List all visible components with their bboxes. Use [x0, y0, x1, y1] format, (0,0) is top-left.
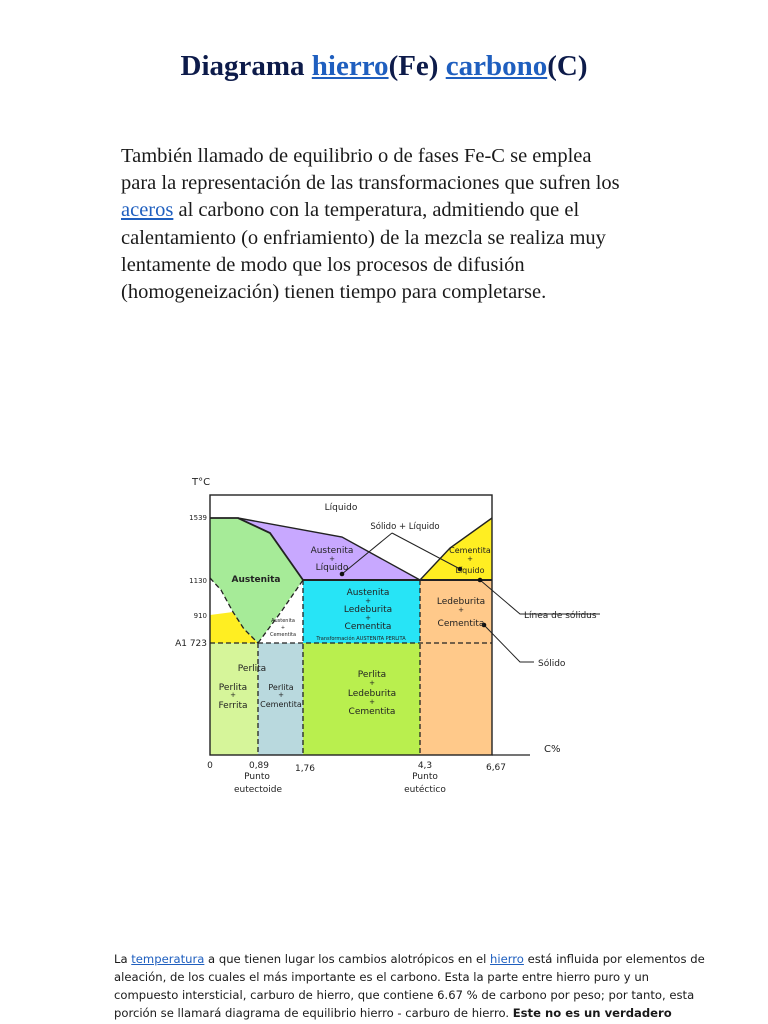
region-label: + — [230, 691, 236, 699]
region-label: Líquido — [315, 563, 349, 573]
region-perlita-ledeburita — [303, 643, 420, 755]
region-label: Austenita — [310, 546, 354, 556]
x-tick-label: 6,67 — [485, 763, 507, 773]
x-tick-label: 0,89 — [248, 761, 270, 771]
region-label: Austenita — [231, 575, 281, 585]
region-label: + — [365, 597, 371, 605]
region-label: Perlita — [268, 683, 294, 692]
region-perlita-ferrita — [210, 643, 258, 755]
x-tick-label: 4,3 — [417, 761, 433, 771]
region-label: + — [278, 691, 284, 699]
region-label: Austenita — [271, 618, 295, 624]
region-label: Cementita — [344, 622, 392, 632]
region-label: Cementita — [437, 619, 485, 629]
y-tick-label: 1539 — [189, 514, 207, 522]
x-tick-label: 0 — [207, 761, 213, 771]
x-axis-label: C% — [544, 744, 561, 755]
y-axis-label: T°C — [192, 477, 211, 488]
region-label: Cementita — [449, 546, 491, 555]
intro-paragraph: También llamado de equilibrio o de fases Fe-C se emplea para la representación de las transformaciones que sufren los aceros al carbono con la temperatura, admitiendo que el calentamiento (o enfriamiento) de la mezcla se realiza muy lentamente de modo que los procesos de difusión (homogeneización) tienen tiempo para completarse. — [121, 145, 620, 304]
region-perlita-cementita — [258, 643, 303, 755]
y-tick-label: A1 723 — [175, 639, 207, 649]
region-label: + — [458, 606, 464, 614]
hierro-link[interactable]: hierro — [311, 50, 389, 82]
region-label: Ledeburita — [347, 689, 397, 699]
region-ledeburita-cementita-low — [420, 643, 492, 755]
region-label: Sólido + Líquido — [370, 522, 440, 532]
x-tick-label: 1,76 — [294, 764, 316, 774]
region-label: Transformación AUSTENITA PERLITA — [316, 636, 406, 642]
region-label: + — [369, 698, 375, 706]
x-note: Punto — [412, 772, 438, 782]
page-title: Diagrama hierro(Fe) carbono(C) — [180, 50, 588, 82]
region-label: Perlita — [237, 664, 267, 674]
region-ledeburita-cementita — [420, 580, 492, 643]
region-label: Líquido — [324, 503, 358, 513]
region-label: Ferrita — [218, 701, 248, 711]
region-label: Cementita — [260, 700, 302, 709]
region-label: Austenita — [346, 588, 390, 598]
region-label: Ledeburita — [436, 597, 486, 607]
region-label: Perlita — [357, 670, 387, 680]
region-label: + — [365, 614, 371, 622]
hierro-footer-link[interactable]: hierro — [490, 952, 524, 966]
x-note: eutéctico — [404, 785, 446, 795]
y-tick-label: 1130 — [189, 577, 207, 585]
callout-label: Línea de sólidus — [524, 611, 597, 621]
region-label: Perlita — [218, 683, 248, 693]
temperatura-link[interactable]: temperatura — [131, 952, 205, 966]
region-label: Líquido — [455, 566, 485, 575]
region-label: + — [467, 555, 473, 563]
region-label: + — [280, 625, 286, 631]
footer-paragraph: La temperatura a que tienen lugar los cambios alotrópicos en el hierro está influida por elementos de aleación, de los cuales el más importante es el carbono. Esta la parte entre hierro puro y un compuesto intersticial, carburo de hierro, que contiene 6.67 % de carbono por peso; por tanto, esta porción se llamará diagrama de equilibrio hierro - carburo de hierro. Este no es un verdadero — [114, 952, 705, 1020]
aceros-link[interactable]: aceros — [121, 199, 174, 222]
footer-bold-text: Este no es un verdadero — [512, 1006, 672, 1020]
region-label: Cementita — [348, 707, 396, 717]
x-note: Punto — [244, 772, 270, 782]
region-label: + — [329, 555, 335, 563]
region-label: Cementita — [269, 632, 297, 638]
x-note: eutectoide — [233, 785, 283, 795]
region-label: Ledeburita — [343, 605, 393, 615]
y-tick-label: 910 — [193, 612, 207, 620]
region-label: + — [369, 679, 375, 687]
callout-label: Sólido — [538, 659, 566, 669]
carbono-link[interactable]: carbono — [445, 50, 548, 82]
iron-carbon-phase-diagram — [170, 470, 610, 800]
